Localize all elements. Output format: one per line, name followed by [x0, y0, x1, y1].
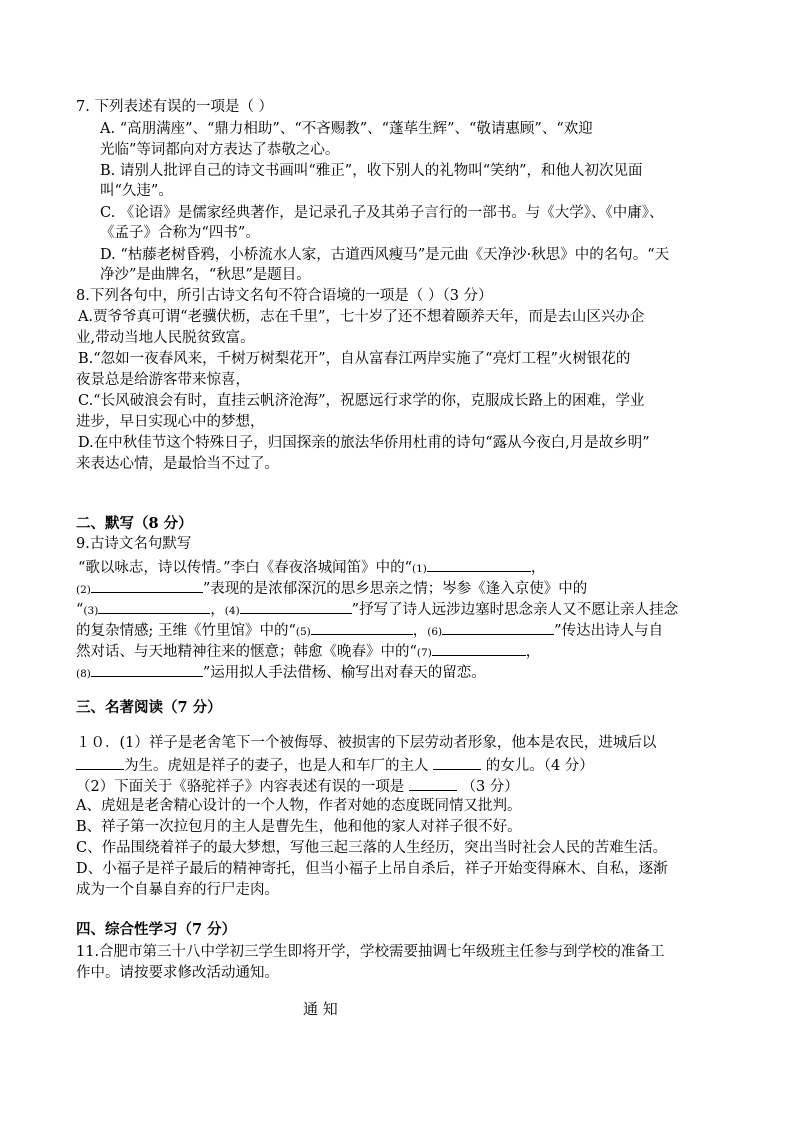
- q10-text: （3 分）: [461, 779, 519, 795]
- q7-option-d-line1: D. “枯藤老树昏鸦，小桥流水人家，古道西风瘦马”是元曲《天净沙·秋思》中的名句。“天: [100, 247, 670, 263]
- q9-text: ”抒写了诗人远涉边塞时思念亲人又不愿让亲人挂念: [351, 602, 679, 618]
- q10-option-b: B、祥子第一次拉包月的主人是曹先生，他和他的家人对祥子很不好。: [76, 819, 522, 835]
- q7-option-c-line1: C. 《论语》是儒家经典著作，是记录孔子及其弟子言行的一部书。与《大学》、《中庸》、: [100, 205, 664, 221]
- q8-option-c-line1: C.“长风破浪会有时，直挂云帆济沧海”，祝愿远行求学的你，克服成长路上的困难，学业: [78, 393, 645, 409]
- q9-text: 的复杂情感; 王维《竹里馆》中的“: [76, 623, 296, 639]
- q11-line-2: 作中。请按要求修改活动通知。: [76, 965, 279, 981]
- q10-option-c: C、作品围绕着祥子的最大梦想，写他三起三落的人生经历，突出当时社会人民的苦难生活。: [76, 840, 668, 856]
- section-2-heading: 二、默写（8 分）: [76, 515, 193, 532]
- answer-blank-7[interactable]: [432, 640, 526, 656]
- q10-text: （2）下面关于《骆驼祥子》内容表述有误的一项是: [76, 779, 405, 795]
- q7-option-b-line1: B. 请别人批评自己的诗文书画叫“雅正”，收下别人的礼物叫“笑纳”，和他人初次见面: [100, 163, 643, 179]
- answer-blank-3[interactable]: [98, 598, 210, 614]
- notice-title: 通 知: [303, 1000, 338, 1018]
- blank-number: (5): [295, 626, 311, 638]
- q7-option-b-line2: 叫“久违”。: [100, 183, 173, 199]
- q8-stem: 8.下列各句中，所引古诗文名句不符合语境的一项是（ ）（3 分）: [76, 288, 493, 304]
- answer-blank-2[interactable]: [91, 577, 203, 593]
- blank-number: (2): [76, 584, 91, 596]
- section-4-heading: 四、综合性学习（7 分）: [76, 921, 237, 938]
- blank-number: (7): [416, 647, 432, 659]
- q10-text: 为生。虎妞是祥子的妻子，也是人和车厂的主人: [124, 758, 429, 774]
- q10-text: 的女儿。（4 分）: [485, 758, 594, 774]
- q9-text: ”表现的是浓郁深沉的思乡思亲之情；岑参《逢入京使》中的: [202, 581, 588, 597]
- q8-option-d-line1: D.在中秋佳节这个特殊日子，归国探亲的旅法华侨用杜甫的诗句“露从今夜白,月是故乡明”: [78, 435, 650, 451]
- q10-option-a: A、虎妞是老舍精心设计的一个人物，作者对她的态度既同情又批判。: [76, 798, 522, 814]
- q10-option-d-line1: D、小福子是祥子最后的精神寄托，但当小福子上吊自杀后，祥子开始变得麻木、自私，逐渐: [76, 861, 668, 877]
- answer-blank-10-3[interactable]: [409, 775, 457, 791]
- q10-line-1: １０．(1）祥子是老舍笔下一个被侮辱、被损害的下层劳动者形象，他本是农民，进城后以: [76, 735, 657, 751]
- q9-stem: 9.古诗文名句默写: [76, 536, 192, 552]
- answer-blank-5[interactable]: [311, 619, 413, 635]
- q9-text: ，: [530, 560, 546, 576]
- blank-number: (1): [412, 563, 427, 575]
- q9-text: ”运用拟人手法借杨、榆写出对春天的留恋。: [202, 665, 486, 681]
- q8-option-d-line2: 来表达心情，是最恰当不过了。: [76, 456, 279, 472]
- q10-line-3: [76, 775, 519, 798]
- q9-text: ，: [412, 623, 428, 639]
- q7-option-a-line1: A. “高朋满座”、“鼎力相助”、“不吝赐教”、“蓬荜生辉”、“敬请惠顾”、“欢迎: [100, 121, 593, 137]
- q7-stem: 7. 下列表述有误的一项是（ ）: [76, 99, 274, 115]
- q7-option-d-line2: 净沙”是曲牌名，“秋思”是题目。: [100, 267, 311, 283]
- answer-blank-1[interactable]: [427, 556, 531, 572]
- q9-text: “: [76, 602, 84, 618]
- blank-number: (6): [427, 626, 443, 638]
- q7-option-a-line2: 光临”等词都向对方表达了恭敬之心。: [100, 142, 340, 158]
- q9-text: ，: [525, 644, 541, 660]
- answer-blank-4[interactable]: [240, 598, 352, 614]
- answer-blank-8[interactable]: [91, 661, 203, 677]
- answer-blank-10-1[interactable]: [76, 754, 124, 770]
- q9-text: ，: [210, 602, 225, 618]
- q9-line-6: [76, 661, 486, 685]
- answer-blank-10-2[interactable]: [433, 754, 481, 770]
- q10-line-2: [76, 754, 594, 777]
- q9-text: ”传达出诗人与自: [554, 623, 664, 639]
- q10-option-d-line2: 成为一个自暴自弃的行尸走肉。: [76, 882, 279, 898]
- q7-option-c-line2: 《孟子》合称为“四书”。: [100, 225, 260, 241]
- q8-option-a-line1: A.贾爷爷真可谓“老骥伏枥，志在千里”，七十岁了还不想着颐养天年，而是去山区兴办企: [78, 309, 645, 325]
- q8-option-a-line2: 业,带动当地人民脱贫致富。: [76, 330, 255, 346]
- blank-number: (8): [76, 668, 91, 680]
- section-3-heading: 三、名著阅读（7 分）: [76, 699, 222, 716]
- q8-option-b-line1: B.“忽如一夜春风来，千树万树梨花开”，自从富春江两岸实施了“亮灯工程”火树银花的: [78, 351, 631, 367]
- q11-line-1: 11.合肥市第三十八中学初三学生即将开学，学校需要抽调七年级班主任参与到学校的准备工: [76, 944, 665, 960]
- q9-text: “歌以咏志，诗以传情。”李白《春夜洛城闻笛》中的“: [78, 560, 412, 576]
- q8-option-b-line2: 夜景总是给游客带来惊喜，: [76, 372, 250, 388]
- answer-blank-6[interactable]: [442, 619, 554, 635]
- blank-number: (3): [83, 605, 99, 617]
- q9-text: 然对话、与天地精神往来的惬意；韩愈《晚春》中的“: [76, 644, 417, 660]
- blank-number: (4): [224, 605, 240, 617]
- q8-option-c-line2: 进步，早日实现心中的梦想，: [76, 414, 265, 430]
